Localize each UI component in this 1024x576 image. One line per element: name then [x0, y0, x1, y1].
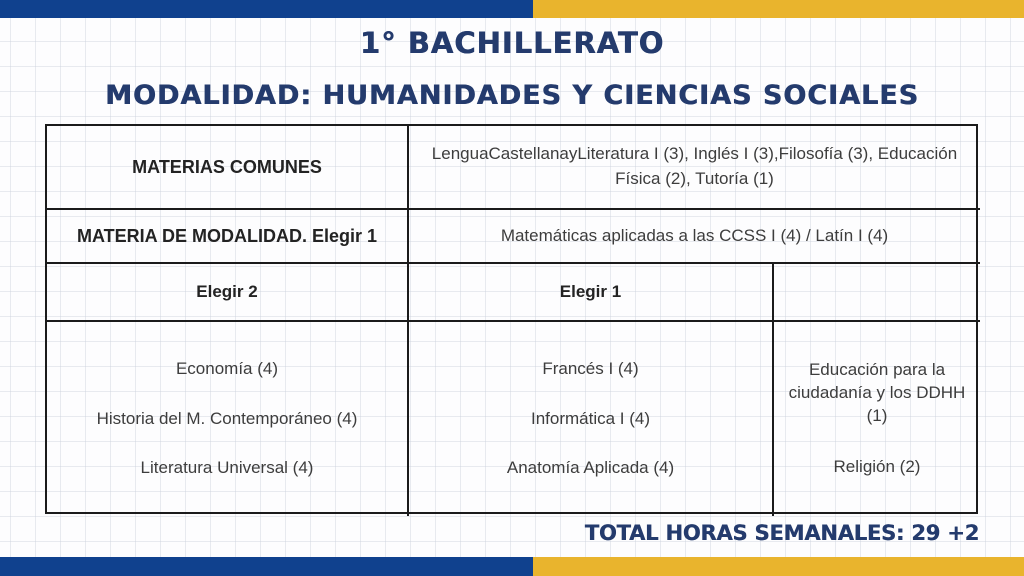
- top-accent-bar: [0, 0, 1024, 18]
- option-item: Anatomía Aplicada (4): [506, 458, 675, 478]
- option-item: Historia del M. Contemporáneo (4): [96, 408, 358, 428]
- option-item: Informática I (4): [530, 408, 651, 428]
- cell-materia-modalidad-content: Matemáticas aplicadas a las CCSS I (4) / Latín I (4): [409, 210, 980, 264]
- top-bar-navy-segment: [0, 0, 533, 18]
- top-bar-gold-segment: [533, 0, 1024, 18]
- cell-options-column-1: [47, 322, 409, 516]
- cell-elegir-1-header: Elegir 1: [409, 264, 774, 322]
- cell-materia-modalidad-header: MATERIA DE MODALIDAD. Elegir 1: [47, 210, 409, 264]
- cell-options-column-3: [774, 322, 980, 516]
- option-item: Economía (4): [175, 359, 279, 379]
- cell-elegir-empty-header: [774, 264, 980, 322]
- option-item: Literatura Universal (4): [140, 458, 314, 478]
- bottom-bar-gold-segment: [533, 557, 1024, 576]
- bottom-accent-bar: [0, 557, 1024, 576]
- bottom-bar-navy-segment: [0, 557, 533, 576]
- option-item: Francés I (4): [542, 359, 639, 379]
- option-item: Religión (2): [833, 456, 921, 476]
- cell-options-column-2: [409, 322, 774, 516]
- page-title: 1° BACHILLERATO: [359, 26, 665, 60]
- page-subtitle: MODALIDAD: HUMANIDADES Y CIENCIAS SOCIALES: [105, 80, 919, 111]
- option-item: Educación para la ciudadanía y los DDHH (1): [788, 360, 966, 426]
- cell-elegir-2-header: Elegir 2: [47, 264, 409, 322]
- cell-materias-comunes-content: LenguaCastellanayLiteratura I (3), Inglés I (3),Filosofía (3), Educación Física (2), Tutoría (1): [409, 126, 980, 210]
- schedule-table: [45, 124, 978, 514]
- cell-materias-comunes-header: MATERIAS COMUNES: [47, 126, 409, 210]
- total-hours-label: TOTAL HORAS SEMANALES: 29 +2: [584, 521, 979, 545]
